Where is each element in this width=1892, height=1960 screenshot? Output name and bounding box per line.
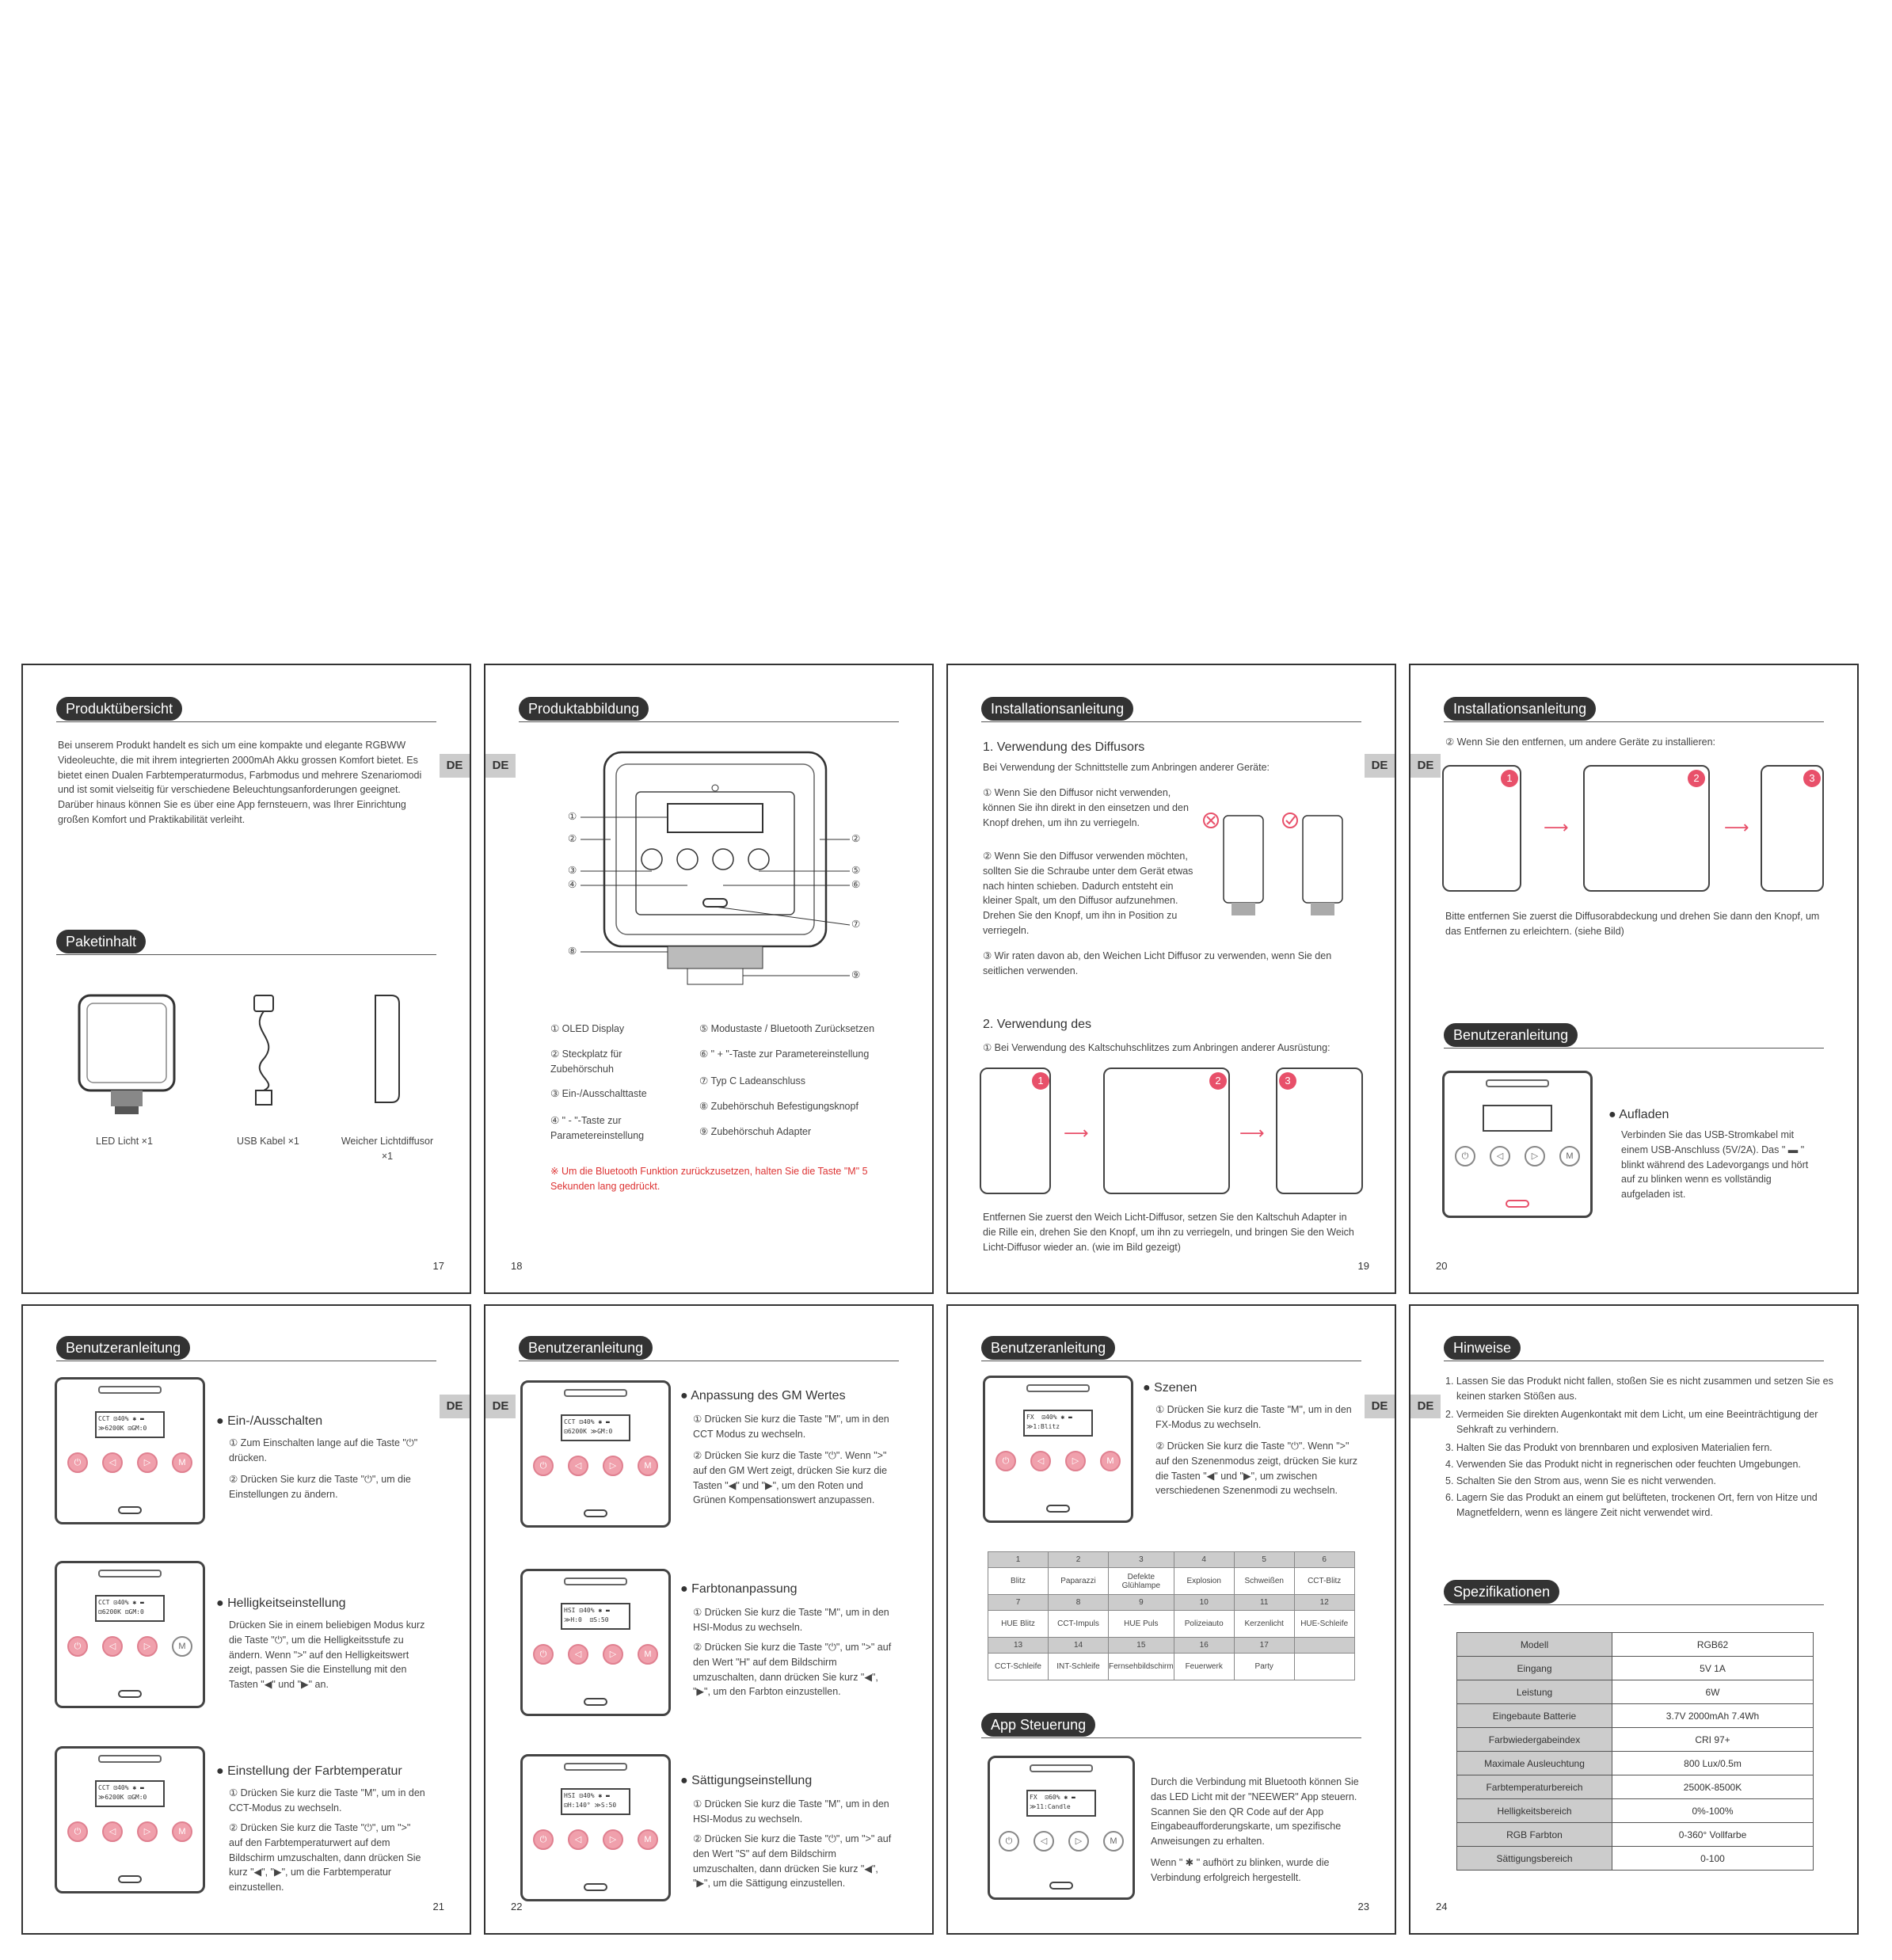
step: ① Drücken Sie kurz die Taste "M", um in den CCT Modus zu wechseln. (693, 1414, 889, 1440)
step-badge: 2 (1209, 1072, 1227, 1090)
page-23 (946, 1304, 1396, 1935)
device-buttons (985, 1451, 1131, 1471)
right-arrow-icon: ▷ (603, 1456, 623, 1476)
callout: ④ (568, 879, 577, 890)
lang-tab: DE (485, 1395, 516, 1418)
step: ① Wenn Sie den Diffusor nicht verwenden, können Sie ihn direkt in den einsetzen und den Knopf drehen, um ihn zu verriegeln. (983, 787, 1189, 828)
scene-name: INT-Schleife (1049, 1654, 1109, 1680)
section-header (1444, 697, 1824, 722)
note: 1. Lassen Sie das Produkt nicht fallen, stoßen Sie es nicht zusammen und setzen Sie es keinen starken Stößen aus. (1445, 1376, 1833, 1402)
bullet-heading: ● Sättigungseinstellung (680, 1774, 813, 1787)
page-number: 19 (1357, 1260, 1369, 1272)
lang-tab: DE (1410, 754, 1441, 778)
page-18 (484, 664, 934, 1294)
power-icon: ⏻ (1455, 1146, 1475, 1166)
page-20 (1409, 664, 1859, 1294)
step-badge: 3 (1803, 770, 1821, 787)
device-top (1030, 1764, 1093, 1772)
section-title: Installationsanleitung (981, 697, 1133, 721)
device-buttons (523, 1644, 668, 1665)
arrow-icon: ⟶ (1544, 817, 1569, 837)
scene-number (1294, 1638, 1354, 1654)
scene-name: Explosion (1174, 1568, 1234, 1595)
note: 3. Halten Sie das Produkt von brennbaren und explosiven Materialien fern. (1445, 1442, 1772, 1453)
device-screen: CCT ⊡40% ✱ ▬ ⊡6200K ≫GM:0 (561, 1414, 630, 1441)
spec-key: Helligkeitsbereich (1457, 1799, 1612, 1823)
scene-number: 2 (1049, 1552, 1109, 1568)
note: 6. Lagern Sie das Produkt an einem gut belüfteten, trockenen Ort, fern von Hitze und Magnetfeldern, wenn es längere Zeit nicht verwendet wird. (1445, 1492, 1818, 1518)
mode-icon: M (1103, 1831, 1124, 1852)
bullet-heading: ● Ein-/Ausschalten (216, 1414, 323, 1428)
product-diagram (549, 744, 881, 1006)
page-19 (946, 664, 1396, 1294)
callout: ⑦ (851, 919, 861, 930)
part-label: ⑤ Modustaste / Bluetooth Zurücksetzen (699, 1023, 875, 1034)
diffuser-illustration (371, 991, 403, 1110)
step-badge: 2 (1688, 770, 1705, 787)
left-arrow-icon: ◁ (568, 1456, 588, 1476)
scene-name: Schweißen (1234, 1568, 1294, 1595)
spec-value: 2500K-8500K (1612, 1775, 1814, 1799)
spec-value: 3.7V 2000mAh 7.4Wh (1612, 1704, 1814, 1728)
section-header (1444, 1336, 1824, 1361)
device-buttons (57, 1452, 203, 1473)
bullet-heading: ● Aufladen (1608, 1108, 1669, 1121)
scene-name: Party (1234, 1654, 1294, 1680)
scene-name: Paparazzi (1049, 1568, 1109, 1595)
scene-name: HUE Blitz (988, 1611, 1049, 1638)
section-header (981, 1336, 1361, 1361)
page-24 (1409, 1304, 1859, 1935)
device-top (1486, 1079, 1549, 1087)
section-title: Paketinhalt (56, 930, 146, 953)
scene-name: Fernsehbildschirm (1109, 1654, 1174, 1680)
step: ② Drücken Sie kurz die Taste "⏻". Wenn ">" auf den GM Wert zeigt, drücken Sie kurz die Tasten "◀" und "▶", um den Roten und Grünen Kompensationswert anzupassen. (693, 1450, 888, 1506)
callout: ① (568, 811, 577, 822)
lang-tab: DE (440, 754, 470, 778)
device-buttons (57, 1636, 203, 1657)
bottom-text: Entfernen Sie zuerst den Weich Licht-Diffusor, setzen Sie den Kaltschuh Adapter in die Rille ein, drehen Sie den Knopf, um ihn zu verriegeln, und bringen Sie den Weich Licht-Diffusor wieder an. (wie im Bild gezeigt) (983, 1212, 1354, 1253)
package-item: LED Licht ×1 (96, 1136, 153, 1147)
scene-number: 16 (1174, 1638, 1234, 1654)
spec-key: Farbtemperaturbereich (1457, 1775, 1612, 1799)
section-header (1444, 1023, 1824, 1049)
spec-key: RGB Farbton (1457, 1823, 1612, 1847)
device-buttons (1445, 1146, 1590, 1166)
page-number: 21 (432, 1901, 444, 1912)
scene-number: 6 (1294, 1552, 1354, 1568)
scene-name: Defekte Glühlampe (1109, 1568, 1174, 1595)
power-icon: ⏻ (999, 1831, 1019, 1852)
spec-value: 0-100 (1612, 1847, 1814, 1871)
step-badge: 1 (1032, 1072, 1049, 1090)
scene-number: 15 (1109, 1638, 1174, 1654)
section-header (981, 1713, 1361, 1738)
section-header (56, 930, 436, 955)
device-buttons (523, 1456, 668, 1476)
usb-port (584, 1698, 607, 1706)
part-label: ⑧ Zubehörschuh Befestigungsknopf (699, 1101, 858, 1112)
scene-name: Blitz (988, 1568, 1049, 1595)
device-top (564, 1578, 627, 1585)
mode-icon: M (172, 1821, 192, 1842)
device-illustration (520, 1380, 671, 1528)
lang-tab: DE (1365, 754, 1395, 778)
device-illustration (1442, 1071, 1593, 1218)
page-number: 22 (511, 1901, 523, 1912)
scene-number: 17 (1234, 1638, 1294, 1654)
usb-port (118, 1506, 142, 1514)
bullet-heading: ● Farbtonanpassung (680, 1582, 798, 1596)
section-title: Spezifikationen (1444, 1580, 1559, 1604)
scene-name: CCT-Schleife (988, 1654, 1049, 1680)
scene-number: 12 (1294, 1595, 1354, 1611)
step: ② Drücken Sie kurz die Taste "⏻", um ">" auf den Wert "S" auf dem Bildschirm umzuschalten, dann drücken Sie kurz "◀", "▶", um die Sättigung einzustellen. (693, 1833, 892, 1890)
spec-key: Eingang (1457, 1657, 1612, 1680)
usb-port (118, 1690, 142, 1698)
section-header (56, 697, 436, 722)
step: ③ Wir raten davon ab, den Weichen Licht Diffusor zu verwenden, wenn Sie den seitlichen verwenden. (983, 950, 1332, 976)
spec-key: Farbwiedergabeindex (1457, 1728, 1612, 1752)
callout: ⑥ (851, 879, 861, 890)
device-buttons (990, 1831, 1133, 1852)
arrow-icon: ⟶ (1724, 817, 1749, 837)
spec-key: Leistung (1457, 1680, 1612, 1704)
step: ① Drücken Sie kurz die Taste "M", um in den FX-Modus zu wechseln. (1155, 1404, 1352, 1430)
section-title: Benutzeranleitung (519, 1336, 653, 1360)
left-arrow-icon: ◁ (1030, 1451, 1051, 1471)
part-label: ② Steckplatz für Zubehörschuh (550, 1049, 622, 1075)
usb-cable-illustration (245, 991, 284, 1110)
device-illustration (55, 1377, 205, 1524)
right-arrow-icon: ▷ (137, 1821, 158, 1842)
device-illustration (983, 1376, 1133, 1523)
power-icon: ⏻ (533, 1456, 554, 1476)
page-17 (21, 664, 471, 1294)
scene-name (1294, 1654, 1354, 1680)
step: ① Zum Einschalten lange auf die Taste "⏻" drücken. (229, 1437, 418, 1463)
callout: ③ (568, 865, 577, 876)
scene-number: 3 (1109, 1552, 1174, 1568)
spec-value: RGB62 (1612, 1633, 1814, 1657)
subheading: 1. Verwendung des Diffusors (983, 740, 1145, 754)
device-illustration (55, 1561, 205, 1708)
spec-value: 0%-100% (1612, 1799, 1814, 1823)
usb-port (1506, 1200, 1529, 1208)
part-label: ① OLED Display (550, 1023, 625, 1034)
mode-icon: M (172, 1452, 192, 1473)
right-arrow-icon: ▷ (137, 1452, 158, 1473)
step: ① Drücken Sie kurz die Taste "M", um in den CCT-Modus zu wechseln. (229, 1787, 425, 1813)
section-title: Benutzeranleitung (1444, 1023, 1578, 1047)
right-arrow-icon: ▷ (1068, 1831, 1089, 1852)
subtext: ② Wenn Sie den entfernen, um andere Geräte zu installieren: (1445, 736, 1716, 748)
subtext: Bei Verwendung der Schnittstelle zum Anbringen anderer Geräte: (983, 762, 1270, 773)
device-illustration (520, 1754, 671, 1901)
right-arrow-icon: ▷ (1065, 1451, 1086, 1471)
body-text: Bitte entfernen Sie zuerst die Diffusorabdeckung und drehen Sie dann den Knopf, um das Entfernen zu erleichtern. (siehe Bild) (1445, 911, 1820, 937)
mode-icon: M (638, 1644, 658, 1665)
page-number: 24 (1436, 1901, 1448, 1912)
step: Drücken Sie in einem beliebigen Modus kurz die Taste "⏻", um die Helligkeitsstufe zu ändern. Wenn ">" auf den Helligkeitswert zeigt, passen Sie die Einstellung mit den Tasten "◀" und "▶" an. (229, 1619, 425, 1690)
device-top (564, 1389, 627, 1397)
spec-table (1456, 1632, 1814, 1871)
device-top (98, 1755, 162, 1763)
device-top (98, 1386, 162, 1394)
right-arrow-icon: ▷ (603, 1644, 623, 1665)
power-icon: ⏻ (533, 1829, 554, 1850)
scene-number: 9 (1109, 1595, 1174, 1611)
scene-name: HUE-Schleife (1294, 1611, 1354, 1638)
usb-port (118, 1875, 142, 1883)
page-number: 23 (1357, 1901, 1369, 1912)
mode-icon: M (638, 1456, 658, 1476)
device-screen: HSI ⊡40% ✱ ▬ ≫H:0 ⊡S:50 (561, 1603, 630, 1630)
subheading: 2. Verwendung des (983, 1018, 1091, 1031)
callout: ② (568, 833, 577, 844)
step-badge: 3 (1279, 1072, 1296, 1090)
device-screen: FX ⊡60% ✱ ▬ ≫11:Candle (1026, 1790, 1096, 1817)
subtext: ① Bei Verwendung des Kaltschuhschlitzes zum Anbringen anderer Ausrüstung: (983, 1042, 1330, 1053)
power-icon: ⏻ (67, 1821, 88, 1842)
power-icon: ⏻ (67, 1636, 88, 1657)
device-screen: FX ⊡40% ✱ ▬ ≫1:Blitz (1023, 1410, 1093, 1437)
left-arrow-icon: ◁ (102, 1452, 123, 1473)
spec-value: 5V 1A (1612, 1657, 1814, 1680)
section-header (56, 1336, 436, 1361)
bullet-heading: ● Anpassung des GM Wertes (680, 1389, 846, 1402)
led-light-illustration (75, 991, 178, 1118)
device-screen: CCT ⊡40% ✱ ▬ ≫6200K ⊡GM:0 (95, 1411, 165, 1438)
section-header (519, 697, 899, 722)
device-illustration (988, 1756, 1135, 1900)
device-top (98, 1570, 162, 1578)
usb-port (1049, 1882, 1073, 1890)
section-header (981, 697, 1361, 722)
page-22 (484, 1304, 934, 1935)
part-label: ④ " - "-Taste zur Parametereinstellung (550, 1115, 645, 1141)
callout: ② (851, 833, 861, 844)
mode-icon: M (1100, 1451, 1121, 1471)
scene-name: Polizeiauto (1174, 1611, 1234, 1638)
scene-number: 1 (988, 1552, 1049, 1568)
device-buttons (57, 1821, 203, 1842)
left-arrow-icon: ◁ (1490, 1146, 1510, 1166)
scene-name: HUE Puls (1109, 1611, 1174, 1638)
bullet-heading: ● Helligkeitseinstellung (216, 1597, 346, 1610)
mode-icon: M (172, 1636, 192, 1657)
step: ① Drücken Sie kurz die Taste "M", um in den HSI-Modus zu wechseln. (693, 1607, 889, 1633)
scene-name: Kerzenlicht (1234, 1611, 1294, 1638)
section-title: Produktabbildung (519, 697, 649, 721)
page-number: 17 (432, 1260, 444, 1272)
lang-tab: DE (1410, 1395, 1441, 1418)
spec-value: 0-360° Vollfarbe (1612, 1823, 1814, 1847)
spec-key: Sättigungsbereich (1457, 1847, 1612, 1871)
step: ② Drücken Sie kurz die Taste "⏻". Wenn ">" auf den Szenenmodus zeigt, drücken Sie kurz die Tasten "◀" und "▶", um zwischen verschiedenen Szenenmodi zu wechseln. (1155, 1441, 1358, 1497)
scene-name: CCT-Impuls (1049, 1611, 1109, 1638)
mode-icon: M (638, 1829, 658, 1850)
diffuser-side-view (1200, 808, 1358, 927)
callout: ⑤ (851, 865, 861, 876)
section-title: Hinweise (1444, 1336, 1521, 1360)
package-item: USB Kabel ×1 (237, 1136, 299, 1147)
package-item: Weicher Lichtdiffusor ×1 (341, 1136, 434, 1162)
usb-port (584, 1883, 607, 1891)
device-screen: CCT ⊡40% ✱ ▬ ≫6200K ⊡GM:0 (95, 1780, 165, 1807)
scene-number: 8 (1049, 1595, 1109, 1611)
right-arrow-icon: ▷ (603, 1829, 623, 1850)
note: 2. Vermeiden Sie direkten Augenkontakt mit dem Licht, um eine Beeinträchtigung der Sehkraft zu verhindern. (1445, 1409, 1818, 1435)
right-arrow-icon: ▷ (1525, 1146, 1545, 1166)
left-arrow-icon: ◁ (1034, 1831, 1054, 1852)
usb-port (584, 1509, 607, 1517)
lang-tab: DE (485, 754, 516, 778)
spec-value: 6W (1612, 1680, 1814, 1704)
app-text: Durch die Verbindung mit Bluetooth können Sie das LED Licht mit der "NEEWER" App steuern. Scannen Sie den QR Code auf der App Eingabeaufforderungskarte, um spezifische Anweisungen zu erhalten. (1151, 1776, 1359, 1847)
mode-icon: M (1559, 1146, 1580, 1166)
device-screen: HSI ⊡40% ✱ ▬ ⊡H:140° ≫S:50 (561, 1788, 630, 1815)
spec-value: CRI 97+ (1612, 1728, 1814, 1752)
bullet-heading: ● Einstellung der Farbtemperatur (216, 1764, 402, 1778)
right-arrow-icon: ▷ (137, 1636, 158, 1657)
power-icon: ⏻ (995, 1451, 1016, 1471)
device-screen (1483, 1105, 1552, 1132)
spec-key: Maximale Ausleuchtung (1457, 1752, 1612, 1775)
bluetooth-reset-note: ※ Um die Bluetooth Funktion zurückzusetzen, halten Sie die Taste "M" 5 Sekunden lang gedrückt. (550, 1166, 868, 1192)
usb-port (1046, 1505, 1070, 1513)
device-illustration (55, 1746, 205, 1893)
power-icon: ⏻ (533, 1644, 554, 1665)
lang-tab: DE (1365, 1395, 1395, 1418)
charge-text: Verbinden Sie das USB-Stromkabel mit einem USB-Anschluss (5V/2A). Das " ▬ " blinkt während des Ladevorgangs und hört auf zu blinken wenn es vollständig aufgeladen ist. (1621, 1129, 1809, 1200)
section-title: Produktübersicht (56, 697, 182, 721)
part-label: ⑦ Typ C Ladeanschluss (699, 1075, 805, 1087)
device-screen: CCT ⊡40% ✱ ▬ ⊡6200K ⊡GM:0 (95, 1595, 165, 1622)
arrow-icon: ⟶ (1239, 1123, 1265, 1143)
spec-key: Eingebaute Batterie (1457, 1704, 1612, 1728)
app-text: Wenn " ✱ " aufhört zu blinken, wurde die Verbindung erfolgreich hergestellt. (1151, 1857, 1330, 1883)
scene-number: 4 (1174, 1552, 1234, 1568)
part-label: ⑨ Zubehörschuh Adapter (699, 1126, 812, 1137)
page-number: 20 (1436, 1260, 1448, 1272)
scene-number: 13 (988, 1638, 1049, 1654)
callout: ⑨ (851, 969, 861, 980)
scene-number: 10 (1174, 1595, 1234, 1611)
scene-number: 7 (988, 1595, 1049, 1611)
scene-name: Feuerwerk (1174, 1654, 1234, 1680)
spec-key: Modell (1457, 1633, 1612, 1657)
note: 5. Schalten Sie den Strom aus, wenn Sie es nicht verwenden. (1445, 1475, 1716, 1486)
device-top (564, 1763, 627, 1771)
lang-tab: DE (440, 1395, 470, 1418)
power-icon: ⏻ (67, 1452, 88, 1473)
step: ② Drücken Sie kurz die Taste "⏻", um ">" auf den Farbtemperaturwert auf dem Bildschirm umzuschalten, dann drücken Sie kurz "◀", "▶", um die Farbtemperatur einzustellen. (229, 1822, 421, 1893)
device-illustration (520, 1569, 671, 1716)
step: ② Drücken Sie kurz die Taste "⏻", um die Einstellungen zu ändern. (229, 1474, 411, 1500)
bullet-heading: ● Szenen (1143, 1381, 1197, 1395)
scene-name: CCT-Blitz (1294, 1568, 1354, 1595)
page-21 (21, 1304, 471, 1935)
left-arrow-icon: ◁ (102, 1636, 123, 1657)
intro-text: Bei unserem Produkt handelt es sich um eine kompakte und elegante RGBWW Videoleuchte, die mit ihrem integrierten 2000mAh Akku grossen Komfort bietet. Es bietet einen Dualen Farbtemperaturmodus, Farbmodus und mehrere Szenariomodi und ist somit vielseitig für verschiedene Beleuchtungsanforderungen geeignet. Darüber hinaus können Sie es über eine App fernsteuern, was Ihrer Einrichtung großen Komfort und Praktikabilität verleiht. (58, 740, 422, 825)
step: ① Drücken Sie kurz die Taste "M", um in den HSI-Modus zu wechseln. (693, 1798, 889, 1825)
spec-value: 800 Lux/0.5m (1612, 1752, 1814, 1775)
page-number: 18 (511, 1260, 523, 1272)
note: 4. Verwenden Sie das Produkt nicht in regnerischen oder feuchten Umgebungen. (1445, 1459, 1801, 1470)
scene-table (988, 1551, 1355, 1680)
step: ② Drücken Sie kurz die Taste "⏻", um ">" auf den Wert "H" auf dem Bildschirm umzuschalten, dann drücken Sie kurz "◀", "▶", um den Farbton einzustellen. (693, 1642, 892, 1698)
device-buttons (523, 1829, 668, 1850)
section-header (1444, 1580, 1824, 1605)
left-arrow-icon: ◁ (568, 1829, 588, 1850)
scene-number: 5 (1234, 1552, 1294, 1568)
part-label: ⑥ " + "-Taste zur Parametereinstellung (699, 1049, 870, 1060)
section-header (519, 1336, 899, 1361)
left-arrow-icon: ◁ (102, 1821, 123, 1842)
device-top (1026, 1384, 1090, 1392)
section-title: App Steuerung (981, 1713, 1095, 1737)
arrow-icon: ⟶ (1064, 1123, 1089, 1143)
callout: ⑧ (568, 946, 577, 957)
part-label: ③ Ein-/Ausschalttaste (550, 1088, 647, 1099)
section-title: Benutzeranleitung (56, 1336, 190, 1360)
scene-number: 14 (1049, 1638, 1109, 1654)
left-arrow-icon: ◁ (568, 1644, 588, 1665)
scene-number: 11 (1234, 1595, 1294, 1611)
step: ② Wenn Sie den Diffusor verwenden möchten, sollten Sie die Schraube unter dem Gerät etwas nach hinten schieben. Dadurch entsteht ein kleiner Spalt, um den Diffusor aufzunehmen. Drehen Sie den Knopf, um ihn in Position zu verriegeln. (983, 851, 1193, 936)
section-title: Benutzeranleitung (981, 1336, 1115, 1360)
section-title: Installationsanleitung (1444, 697, 1596, 721)
step-badge: 1 (1501, 770, 1518, 787)
